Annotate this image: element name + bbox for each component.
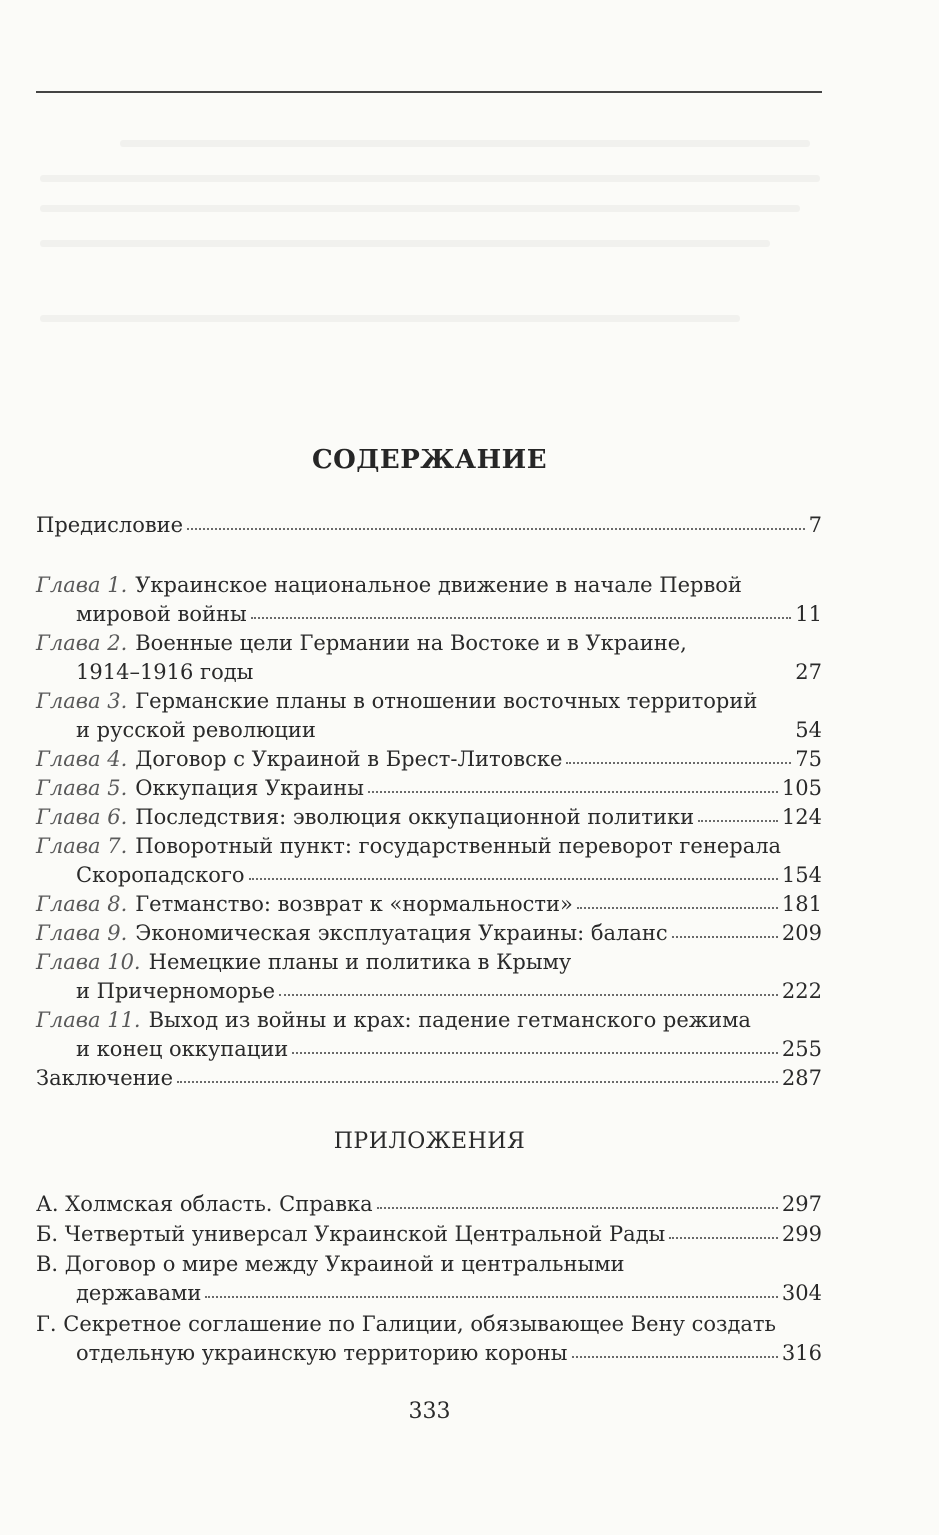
toc-entry-title: Выход из войны и крах: падение гетманского режима [148, 1008, 751, 1032]
toc-entry-title-cont: и Причерноморье [76, 979, 276, 1003]
bleed-through-line [120, 140, 810, 147]
toc-entry-page: 304 [781, 1281, 822, 1305]
chapter-label: Глава 3. [36, 689, 128, 713]
leader-dots [205, 1292, 778, 1298]
toc-entry-appendix-b[interactable] [36, 1219, 822, 1249]
bleed-through-line [40, 205, 800, 212]
toc-entry-page: 297 [781, 1192, 822, 1216]
toc-entry-title: Гетманство: возврат к «нормальности» [135, 892, 573, 916]
chapter-label: Глава 11. [36, 1008, 141, 1032]
toc-entry-appendix-v[interactable] [36, 1249, 822, 1279]
leader-dots [577, 903, 778, 909]
toc-entry-title: Германские планы в отношении восточных территорий [135, 689, 758, 713]
toc-entry-title: Б. Четвертый универсал Украинской Центральной Рады [36, 1222, 666, 1246]
toc-entry-chapter-2[interactable] [36, 628, 822, 658]
toc-entry-title-cont: отдельную украинскую территорию короны [76, 1341, 568, 1365]
toc-entry-chapter-11-cont[interactable] [76, 1034, 822, 1064]
toc-entry-page: 222 [781, 979, 822, 1003]
toc-entry-title: Оккупация Украины [135, 776, 364, 800]
toc-entry-page: 287 [781, 1066, 822, 1090]
toc-entry-title: Последствия: эволюция оккупационной политики [135, 805, 695, 829]
bleed-through-header [0, 58, 939, 76]
toc-entry-title: Поворотный пункт: государственный переворот генерала [135, 834, 782, 858]
toc-entry-page: 75 [795, 747, 822, 771]
toc-entry-chapter-1-cont[interactable] [76, 599, 822, 629]
leader-dots [279, 990, 778, 996]
top-rule [36, 91, 822, 93]
toc-entry-page: 105 [781, 776, 822, 800]
toc-entry-page: 316 [781, 1341, 822, 1365]
toc-entry-chapter-7[interactable] [36, 831, 822, 861]
toc-entry-title: Заключение [36, 1066, 174, 1090]
toc-entry-title-cont: 1914–1916 годы [76, 660, 254, 684]
chapter-label: Глава 8. [36, 892, 128, 916]
toc-entry-title: Договор с Украиной в Брест-Литовске [135, 747, 563, 771]
toc-entry-chapter-1[interactable] [36, 570, 822, 600]
toc-entry-title-cont: мировой войны [76, 602, 247, 626]
toc-entry-preface[interactable] [36, 510, 822, 540]
toc-entry-page: 209 [781, 921, 822, 945]
toc-entry-title-cont: и русской революции [76, 718, 316, 742]
toc-entry-page: 181 [781, 892, 822, 916]
toc-entry-title: Военные цели Германии на Востоке и в Украине, [135, 631, 687, 655]
toc-entry-appendix-v-cont[interactable] [76, 1278, 822, 1308]
chapter-label: Глава 1. [36, 573, 128, 597]
leader-dots [292, 1048, 778, 1054]
page-number: 333 [408, 1399, 451, 1424]
toc-entry-title: Предисловие [36, 513, 184, 537]
appendices-title: ПРИЛОЖЕНИЯ [333, 1129, 526, 1154]
chapter-label: Глава 4. [36, 747, 128, 771]
chapter-label: Глава 5. [36, 776, 128, 800]
chapter-label: Глава 6. [36, 805, 128, 829]
toc-entry-title-cont: Скоропадского [76, 863, 245, 887]
chapter-label: Глава 10. [36, 950, 141, 974]
leader-dots [572, 1352, 778, 1358]
contents-title: СОДЕРЖАНИЕ [311, 445, 548, 475]
toc-entry-title-cont: и конец оккупации [76, 1037, 289, 1061]
chapter-label: Глава 7. [36, 834, 128, 858]
toc-entry-chapter-5[interactable] [36, 773, 822, 803]
leader-dots [251, 613, 792, 619]
leader-dots [187, 524, 805, 530]
toc-entry-title: Экономическая эксплуатация Украины: баланс [135, 921, 668, 945]
toc-entry-title-cont: державами [76, 1281, 202, 1305]
leader-dots [672, 932, 778, 938]
bleed-through-line [40, 175, 820, 182]
toc-entry-chapter-3-cont[interactable] [76, 715, 822, 745]
toc-entry-chapter-6[interactable] [36, 802, 822, 832]
toc-entry-chapter-10[interactable] [36, 947, 822, 977]
bleed-through-line [40, 240, 770, 247]
leader-dots [368, 787, 778, 793]
toc-entry-page: 154 [781, 863, 822, 887]
toc-entry-title: Немецкие планы и политика в Крыму [148, 950, 572, 974]
toc-entry-page: 11 [795, 602, 822, 626]
toc-entry-conclusion[interactable] [36, 1063, 822, 1093]
leader-dots [177, 1077, 778, 1083]
toc-entry-title: А. Холмская область. Справка [36, 1192, 373, 1216]
chapter-label: Глава 2. [36, 631, 128, 655]
toc-entry-chapter-7-cont[interactable] [76, 860, 822, 890]
leader-dots [698, 816, 778, 822]
toc-entry-appendix-a[interactable] [36, 1189, 822, 1219]
leader-space [257, 671, 791, 677]
leader-dots [566, 758, 791, 764]
toc-entry-page: 54 [795, 718, 822, 742]
toc-entry-title: В. Договор о мире между Украиной и центральными [36, 1252, 625, 1276]
toc-entry-page: 27 [795, 660, 822, 684]
leader-space [320, 729, 791, 735]
toc-entry-title: Украинское национальное движение в начале Первой [135, 573, 742, 597]
toc-entry-chapter-8[interactable] [36, 889, 822, 919]
toc-entry-page: 255 [781, 1037, 822, 1061]
toc-entry-chapter-4[interactable] [36, 744, 822, 774]
toc-entry-chapter-2-cont[interactable] [76, 657, 822, 687]
toc-entry-chapter-11[interactable] [36, 1005, 822, 1035]
toc-entry-chapter-3[interactable] [36, 686, 822, 716]
toc-entry-page: 299 [781, 1222, 822, 1246]
bleed-through-line [40, 315, 740, 322]
toc-entry-chapter-10-cont[interactable] [76, 976, 822, 1006]
leader-dots [669, 1233, 778, 1239]
chapter-label: Глава 9. [36, 921, 128, 945]
toc-entry-page: 124 [781, 805, 822, 829]
toc-entry-title: Г. Секретное соглашение по Галиции, обязывающее Вену создать [36, 1312, 776, 1336]
toc-entry-appendix-g[interactable] [36, 1309, 822, 1339]
toc-entry-appendix-g-cont[interactable] [76, 1338, 822, 1368]
toc-entry-chapter-9[interactable] [36, 918, 822, 948]
toc-entry-page: 7 [808, 513, 822, 537]
leader-dots [249, 874, 778, 880]
leader-dots [377, 1203, 778, 1209]
